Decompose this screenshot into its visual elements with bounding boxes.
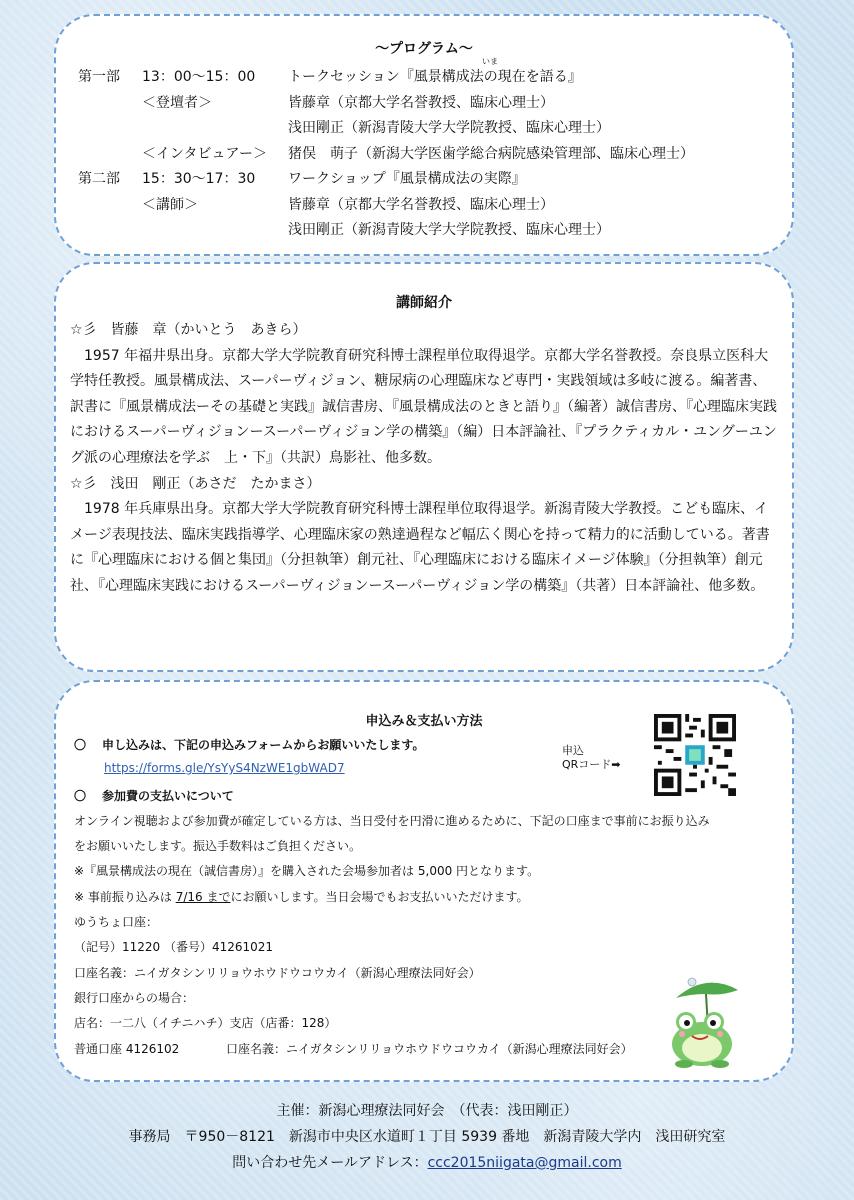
- program-cell-c3: 皆藤章（京都大学名誉教授、臨床心理士）: [288, 94, 554, 111]
- program-cell-c2: ＜登壇者＞: [142, 94, 212, 111]
- program-cell-c3: 皆藤章（京都大学名誉教授、臨床心理士）: [288, 196, 554, 213]
- lecturer-list: [70, 318, 778, 600]
- program-cell-c1: 第一部: [78, 69, 120, 85]
- bank-branch: 店名：一二八（イチニハチ）支店（店番：128）: [74, 1016, 337, 1031]
- lecturer-2-name: ☆彡 浅田 剛正（あさだ たかまさ）: [70, 475, 321, 492]
- program-ruby: いま: [482, 57, 498, 66]
- postal-number: （記号）11220 （番号）41261021: [74, 940, 274, 955]
- program-title: ～プログラム～: [375, 41, 473, 57]
- program-cell-c2: ＜インタビュアー＞: [142, 145, 268, 162]
- qr-label-line2: QRコード➡: [562, 758, 621, 771]
- qr-label-line1: 申込: [562, 744, 584, 757]
- payment-text-1: オンライン視聴および参加費が確定している方は、当日受付を円滑に進めるために、下記の口座まで事前にお振り込み: [74, 813, 710, 828]
- program-panel: [54, 14, 794, 256]
- bank-account: 普通口座 4126102: [74, 1041, 180, 1056]
- program-cell-c3: 猪俣 萌子（新潟大学医歯学総合病院感染管理部、臨床心理士）: [288, 145, 694, 162]
- bullet-payment-text: 参加費の支払いについて: [102, 788, 234, 803]
- bullet-payment: [74, 787, 774, 812]
- circle-bullet-icon: 〇: [74, 788, 87, 803]
- note-deadline-date: 7/16 まで: [175, 889, 231, 904]
- payment-text-2: をお願いいたします。振込手数料はご負担ください。: [74, 839, 362, 854]
- program-cell-c3: 浅田剛正（新潟青陵大学大学院教授、臨床心理士）: [288, 222, 610, 238]
- postal-label: ゆうちょ口座：: [74, 915, 159, 930]
- contact-label: 問い合わせ先メールアドレス：: [232, 1155, 428, 1171]
- postal-name: 口座名義：ニイガタシンリリョウホウドウコウカイ（新潟心理療法同好会）: [74, 965, 481, 980]
- lecturer-panel: [54, 262, 794, 672]
- program-cell-c3: トークセッション『風景構成法の現在を語る』: [288, 69, 582, 85]
- footer-organizer: 主催：新潟心理療法同好会 （代表：浅田剛正）: [276, 1103, 578, 1119]
- lecturer-2-bio: 1978 年兵庫県出身。京都大学大学院教育研究科博士課程単位取得退学。新潟青陵大学教授。こども臨床、イメージ表現技法、臨床実践指導学、心理臨床家の熟達過程など幅広く関心を持って精力的に活動している。著書に『心理臨床における個と集団』（分担執筆）創元社、『心理臨床における臨床イメージ体験』（分担執筆）創元社、『心理臨床実践におけるスーパーヴィジョンースーパーヴィジョン学の構築』（共著）日本評論社、他多数。: [70, 501, 770, 594]
- lecturer-1-bio: 1957 年福井県出身。京都大学大学院教育研究科博士課程単位取得退学。京都大学名誉教授。奈良県立医科大学特任教授。風景構成法、スーパーヴィジョン、糖尿病の心理臨床など専門・実践領域は多岐に渡る。編著書、訳書に『風景構成法ーその基礎と実践』誠信書房、『風景構成法のときと語り』（編著）誠信書房、『心理臨床実践におけるスーパーヴィジョンースーパーヴィジョン学の構築』（編）日本評論社、『プラクティカル・ユングーユング派の心理療法を学ぶ 上・下』（共訳）鳥影社、他多数。: [70, 347, 777, 466]
- bank-label: 銀行口座からの場合：: [74, 990, 195, 1005]
- program-cell-c2: ＜講師＞: [142, 196, 198, 213]
- program-cell-c2: 15：30～17：30: [142, 171, 256, 187]
- lecturer-1-name: ☆彡 皆藤 章（かいとう あきら）: [70, 322, 307, 338]
- application-panel: [54, 680, 794, 1082]
- note-deadline-prefix: ※ 事前振り込みは: [74, 889, 176, 904]
- bank-account-name: 口座名義：ニイガタシンリリョウホウドウコウカイ（新潟心理療法同好会）: [226, 1041, 633, 1056]
- note-deadline-suffix: にお願いします。当日会場でもお支払いいただけます。: [230, 889, 529, 904]
- application-title: 申込み＆支払い方法: [365, 714, 483, 729]
- form-link[interactable]: https://forms.gle/YsYyS4NzWE1gbWAD7: [104, 761, 345, 776]
- bullet-form: [74, 736, 774, 761]
- footer-office: 事務局 〒950－8121 新潟市中央区水道町１丁目 5939 番地 新潟青陵大学内 浅田研究室: [128, 1129, 726, 1145]
- lecturer-title: 講師紹介: [396, 295, 452, 311]
- note-book-price: ※『風景構成法の現在（誠信書房）』を購入された会場参加者は 5,000 円となります。: [74, 864, 540, 879]
- form-link-row: [74, 761, 774, 786]
- bullet-form-text: 申し込みは、下記の申込みフォームからお願いいたします。: [102, 738, 425, 752]
- program-cell-c2: 13：00～15：00: [142, 69, 256, 85]
- program-cell-c3: 浅田剛正（新潟青陵大学大学院教授、臨床心理士）: [288, 120, 610, 136]
- circle-bullet-icon: 〇: [74, 738, 87, 752]
- contact-email-link[interactable]: ccc2015niigata@gmail.com: [427, 1155, 622, 1171]
- program-cell-c1: 第二部: [78, 171, 120, 187]
- program-cell-c3: ワークショップ『風景構成法の実際』: [288, 171, 526, 187]
- note-deadline: [74, 888, 774, 913]
- frog-mascot-icon: [662, 970, 750, 1070]
- footer-contact: [0, 1152, 854, 1172]
